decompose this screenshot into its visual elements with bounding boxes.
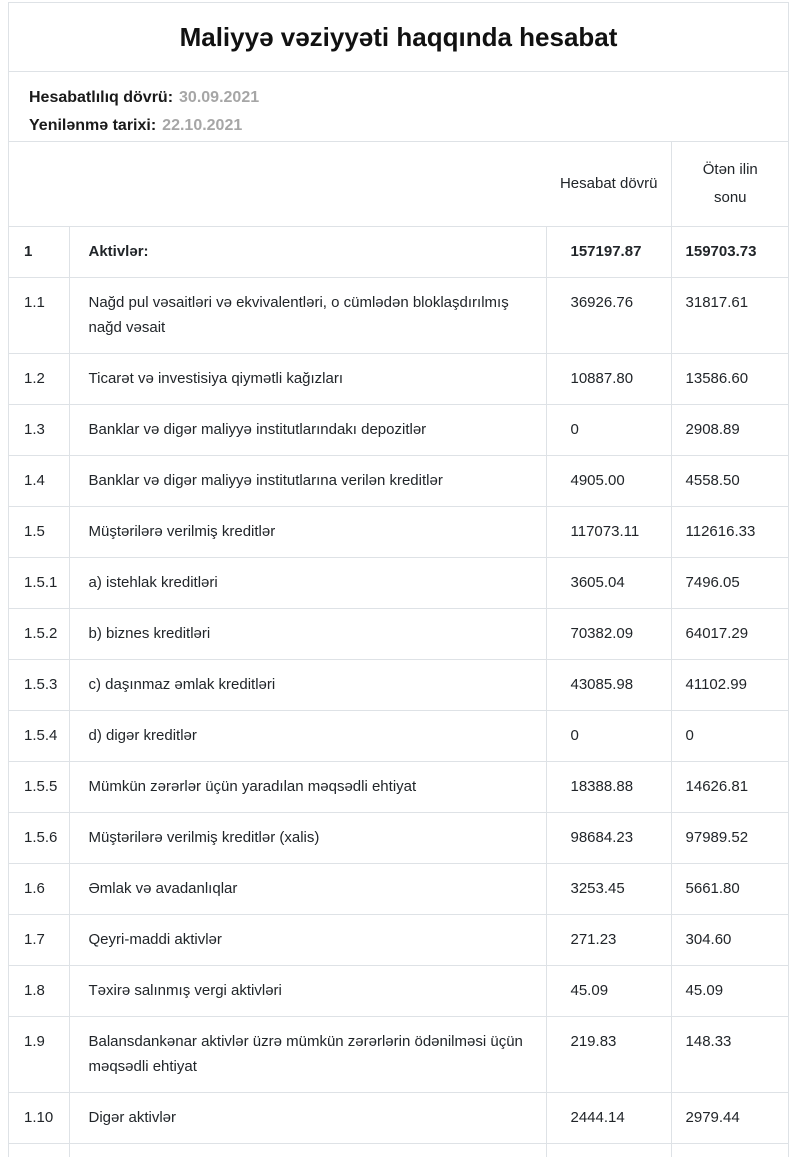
current-period-value-cell: 0 xyxy=(546,404,671,455)
current-period-value-cell: 2444.14 xyxy=(546,1092,671,1143)
row-number-cell: 1.8 xyxy=(9,965,69,1016)
row-label-cell: Müştərilərə verilmiş kreditlər xyxy=(69,506,546,557)
page-title: Maliyyə vəziyyəti haqqında hesabat xyxy=(179,21,618,52)
reporting-period-line xyxy=(29,84,768,112)
row-number-cell: 1.10 xyxy=(9,1092,69,1143)
row-label-cell: Mümkün zərərlər üçün yaradılan məqsədli ehtiyat xyxy=(69,761,546,812)
row-number-cell: 1.2 xyxy=(9,353,69,404)
row-label-cell: b) biznes kreditləri xyxy=(69,608,546,659)
row-number-cell: 1.5 xyxy=(9,506,69,557)
partial-row-previous-cell xyxy=(671,1143,789,1157)
row-label-cell: Aktivlər: xyxy=(69,226,546,277)
report-title-block xyxy=(9,3,788,72)
current-period-value-cell: 43085.98 xyxy=(546,659,671,710)
previous-period-value-cell: 0 xyxy=(671,710,789,761)
row-number-cell: 1 xyxy=(9,226,69,277)
row-number-cell: 1.5.1 xyxy=(9,557,69,608)
report-meta-block xyxy=(9,72,788,142)
row-label-cell: Ticarət və investisiya qiymətli kağızları xyxy=(69,353,546,404)
row-number-cell: 1.5.4 xyxy=(9,710,69,761)
row-number-cell: 1.4 xyxy=(9,455,69,506)
previous-period-value-cell: 112616.33 xyxy=(671,506,789,557)
update-date-label: Yenilənmə tarixi: xyxy=(29,117,157,134)
previous-period-value-cell: 64017.29 xyxy=(671,608,789,659)
current-period-value-cell: 18388.88 xyxy=(546,761,671,812)
row-label-cell: Qeyri-maddi aktivlər xyxy=(69,914,546,965)
table-row xyxy=(9,226,789,277)
row-label-cell: d) digər kreditlər xyxy=(69,710,546,761)
table-row xyxy=(9,1092,789,1143)
previous-period-value-cell: 14626.81 xyxy=(671,761,789,812)
partial-row-current-cell xyxy=(546,1143,671,1157)
reporting-period-value: 30.09.2021 xyxy=(179,89,260,106)
column-header-previous-year-end-label: Ötən ilin sonu xyxy=(702,160,758,206)
partial-row-label-cell xyxy=(69,1143,546,1157)
table-row xyxy=(9,659,789,710)
current-period-value-cell: 70382.09 xyxy=(546,608,671,659)
row-label-cell: Digər aktivlər xyxy=(69,1092,546,1143)
partial-next-row xyxy=(9,1143,789,1157)
previous-period-value-cell: 97989.52 xyxy=(671,812,789,863)
table-row xyxy=(9,914,789,965)
table-row xyxy=(9,710,789,761)
previous-period-value-cell: 41102.99 xyxy=(671,659,789,710)
row-label-cell: a) istehlak kreditləri xyxy=(69,557,546,608)
row-number-cell: 1.9 xyxy=(9,1016,69,1092)
current-period-value-cell: 219.83 xyxy=(546,1016,671,1092)
previous-period-value-cell: 5661.80 xyxy=(671,863,789,914)
column-header-current-period: Hesabat dövrü xyxy=(9,142,671,226)
row-label-cell: Banklar və digər maliyyə institutlarındakı depozitlər xyxy=(69,404,546,455)
previous-period-value-cell: 13586.60 xyxy=(671,353,789,404)
table-row xyxy=(9,353,789,404)
current-period-value-cell: 10887.80 xyxy=(546,353,671,404)
update-date-line xyxy=(29,112,768,140)
row-label-cell: c) daşınmaz əmlak kreditləri xyxy=(69,659,546,710)
table-row xyxy=(9,1016,789,1092)
row-number-cell: 1.7 xyxy=(9,914,69,965)
table-row xyxy=(9,557,789,608)
row-label-cell: Əmlak və avadanlıqlar xyxy=(69,863,546,914)
table-body xyxy=(9,226,789,1157)
table-row xyxy=(9,761,789,812)
previous-period-value-cell: 148.33 xyxy=(671,1016,789,1092)
reporting-period-label: Hesabatlılıq dövrü: xyxy=(29,89,174,106)
row-number-cell: 1.5.3 xyxy=(9,659,69,710)
current-period-value-cell: 45.09 xyxy=(546,965,671,1016)
table-row xyxy=(9,506,789,557)
table-row xyxy=(9,277,789,353)
row-number-cell: 1.5.5 xyxy=(9,761,69,812)
row-number-cell: 1.3 xyxy=(9,404,69,455)
previous-period-value-cell: 7496.05 xyxy=(671,557,789,608)
current-period-value-cell: 271.23 xyxy=(546,914,671,965)
current-period-value-cell: 117073.11 xyxy=(546,506,671,557)
row-number-cell: 1.6 xyxy=(9,863,69,914)
financial-position-table xyxy=(9,142,789,1157)
column-header-previous-year-end xyxy=(671,142,789,226)
partial-row-number-cell xyxy=(9,1143,69,1157)
table-row xyxy=(9,863,789,914)
current-period-value-cell: 98684.23 xyxy=(546,812,671,863)
previous-period-value-cell: 159703.73 xyxy=(671,226,789,277)
table-head xyxy=(9,142,789,226)
current-period-value-cell: 157197.87 xyxy=(546,226,671,277)
previous-period-value-cell: 2979.44 xyxy=(671,1092,789,1143)
current-period-value-cell: 4905.00 xyxy=(546,455,671,506)
table-row xyxy=(9,404,789,455)
row-label-cell: Müştərilərə verilmiş kreditlər (xalis) xyxy=(69,812,546,863)
row-label-cell: Balansdankənar aktivlər üzrə mümkün zərərlərin ödənilməsi üçün məqsədli ehtiyat xyxy=(69,1016,546,1092)
update-date-value: 22.10.2021 xyxy=(162,117,243,134)
previous-period-value-cell: 31817.61 xyxy=(671,277,789,353)
table-row xyxy=(9,608,789,659)
current-period-value-cell: 3253.45 xyxy=(546,863,671,914)
report-container xyxy=(8,2,789,1157)
table-header-row xyxy=(9,142,789,226)
previous-period-value-cell: 45.09 xyxy=(671,965,789,1016)
row-label-cell: Təxirə salınmış vergi aktivləri xyxy=(69,965,546,1016)
row-number-cell: 1.5.2 xyxy=(9,608,69,659)
table-row xyxy=(9,812,789,863)
table-row xyxy=(9,965,789,1016)
current-period-value-cell: 36926.76 xyxy=(546,277,671,353)
row-number-cell: 1.5.6 xyxy=(9,812,69,863)
row-number-cell: 1.1 xyxy=(9,277,69,353)
current-period-value-cell: 0 xyxy=(546,710,671,761)
current-period-value-cell: 3605.04 xyxy=(546,557,671,608)
previous-period-value-cell: 2908.89 xyxy=(671,404,789,455)
previous-period-value-cell: 4558.50 xyxy=(671,455,789,506)
row-label-cell: Banklar və digər maliyyə institutlarına verilən kreditlər xyxy=(69,455,546,506)
previous-period-value-cell: 304.60 xyxy=(671,914,789,965)
table-row xyxy=(9,455,789,506)
row-label-cell: Nağd pul vəsaitləri və ekvivalentləri, o cümlədən bloklaşdırılmış nağd vəsait xyxy=(69,277,546,353)
